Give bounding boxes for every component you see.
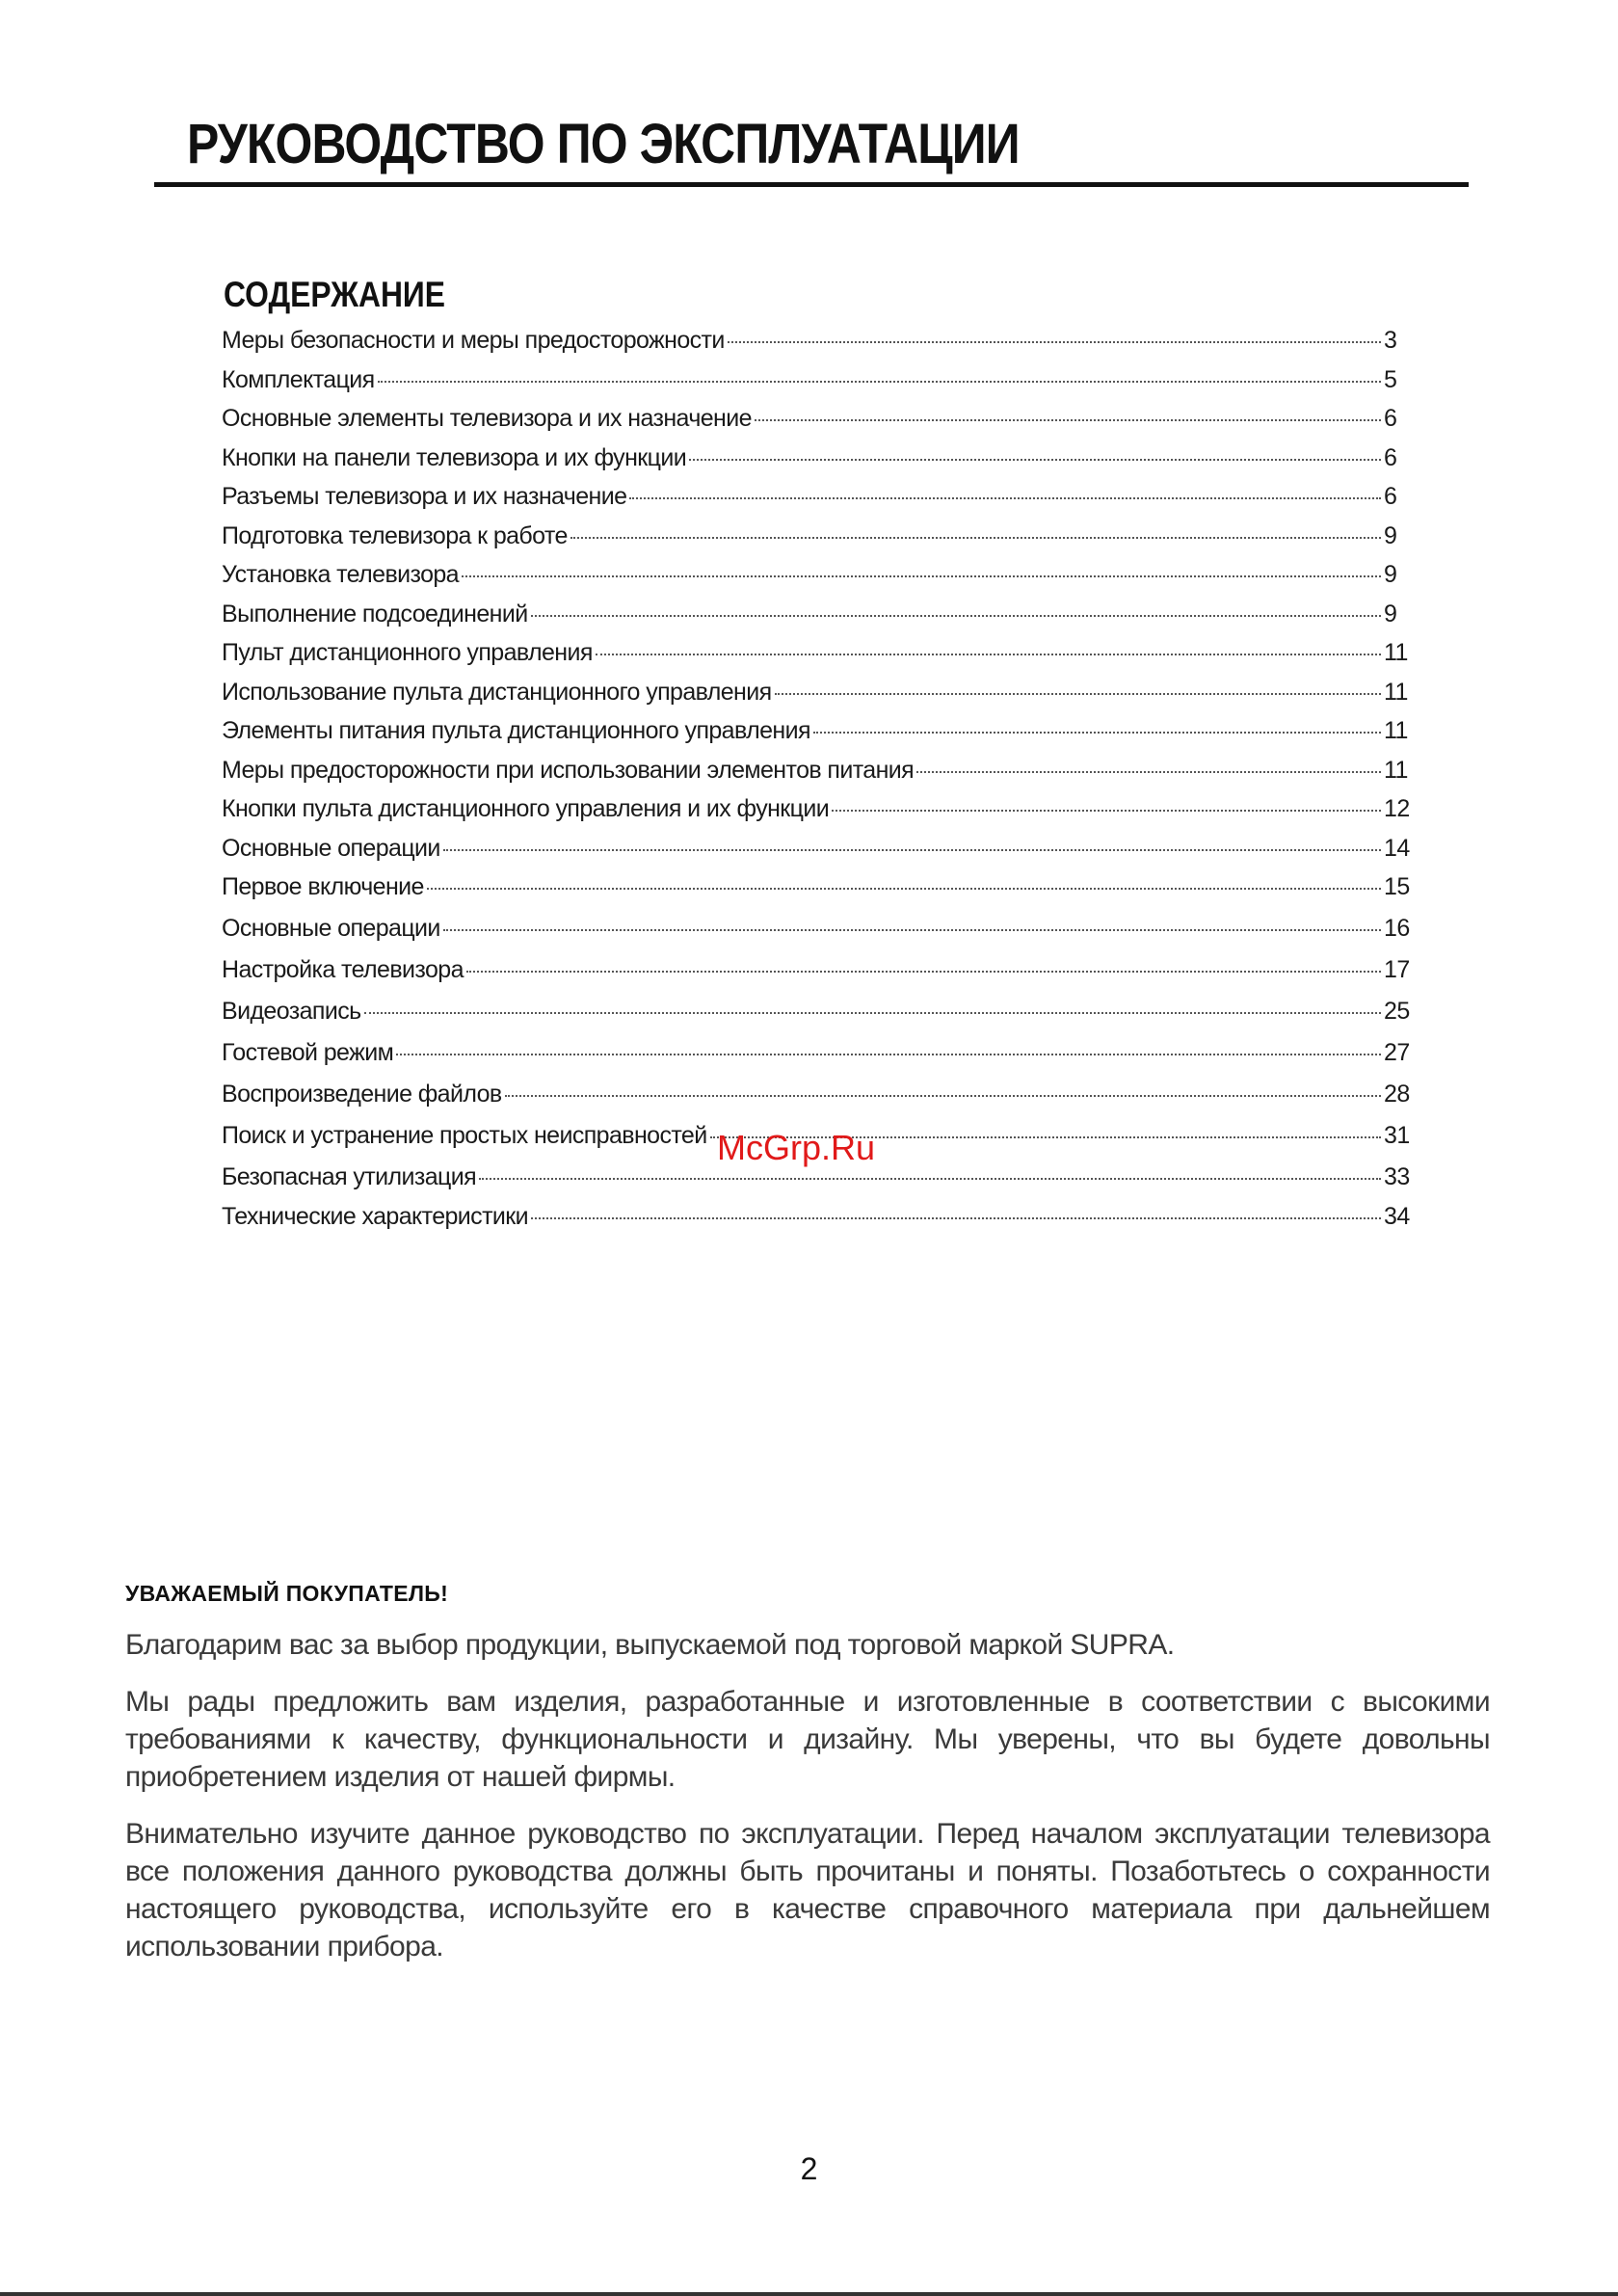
toc-item-page: 5 xyxy=(1384,365,1397,393)
toc-item[interactable] xyxy=(222,327,1413,366)
toc-item-title: Безопасная утилизация xyxy=(222,1163,477,1190)
toc-item-page: 28 xyxy=(1384,1081,1410,1108)
toc-leader-dots xyxy=(689,459,1381,461)
toc-item-title: Кнопки пульта дистанционного управления и их функции xyxy=(222,795,830,822)
page-number: 2 xyxy=(800,2151,818,2186)
watermark-text: McGrp.Ru xyxy=(717,1128,876,1167)
toc-item-title: Гостевой режим xyxy=(222,1039,394,1066)
toc-item-title: Воспроизведение файлов xyxy=(222,1081,502,1108)
greeting-paragraph: Благодарим вас за выбор продукции, выпускаемой под торговой маркой SUPRA. xyxy=(125,1629,1175,1661)
toc-item[interactable] xyxy=(222,873,1413,915)
toc-item-page: 11 xyxy=(1384,678,1408,706)
page-title: РУКОВОДСТВО ПО ЭКСПЛУАТАЦИИ xyxy=(187,113,1020,175)
toc-item-title: Меры предосторожности при использовании элементов питания xyxy=(222,756,915,784)
toc-leader-dots xyxy=(813,732,1381,734)
toc-leader-dots xyxy=(378,381,1381,383)
toc-list xyxy=(222,327,1413,1241)
toc-leader-dots xyxy=(596,654,1381,655)
toc-item-title: Основные операции xyxy=(222,834,440,862)
toc-item-page: 9 xyxy=(1384,600,1397,627)
toc-leader-dots xyxy=(531,615,1381,617)
toc-leader-dots xyxy=(364,1012,1381,1014)
bottom-divider xyxy=(0,2292,1618,2296)
toc-leader-dots xyxy=(570,537,1381,539)
greeting-heading: УВАЖАЕМЫЙ ПОКУПАТЕЛЬ! xyxy=(125,1581,449,1606)
toc-item[interactable] xyxy=(222,956,1413,998)
toc-item-title: Разъемы телевизора и их назначение xyxy=(222,483,627,510)
toc-item[interactable] xyxy=(222,561,1413,601)
toc-item-title: Первое включение xyxy=(222,873,424,900)
toc-item-title: Пульт дистанционного управления xyxy=(222,639,593,666)
toc-item-title: Кнопки на панели телевизора и их функции xyxy=(222,443,687,471)
toc-leader-dots xyxy=(728,341,1381,343)
toc-item-page: 34 xyxy=(1384,1202,1410,1230)
toc-item[interactable] xyxy=(222,483,1413,522)
toc-leader-dots xyxy=(832,810,1381,812)
greeting-paragraph: Мы рады предложить вам изделия, разработанные и изготовленные в соответствии с высокими требованиями к качеству, функциональности и дизайну. Мы уверены, что вы будете довольны приобретением изделия от нашей фирмы. xyxy=(125,1686,1490,1793)
toc-item-page: 11 xyxy=(1384,717,1408,744)
toc-leader-dots xyxy=(479,1178,1381,1180)
toc-item-page: 27 xyxy=(1384,1039,1410,1066)
toc-item-title: Настройка телевизора xyxy=(222,956,464,983)
toc-item-page: 6 xyxy=(1384,405,1397,432)
toc-item-title: Основные операции xyxy=(222,915,440,942)
toc-item[interactable] xyxy=(222,795,1413,835)
toc-leader-dots xyxy=(443,929,1381,931)
toc-item-page: 12 xyxy=(1384,795,1410,822)
toc-item-page: 9 xyxy=(1384,521,1397,549)
toc-item-title: Поиск и устранение простых неисправностей xyxy=(222,1122,707,1149)
toc-item[interactable] xyxy=(222,757,1413,796)
toc-item[interactable] xyxy=(222,835,1413,874)
toc-item[interactable] xyxy=(222,998,1413,1039)
toc-item-page: 3 xyxy=(1384,327,1397,354)
toc-item-title: Подготовка телевизора к работе xyxy=(222,521,568,549)
toc-item-title: Использование пульта дистанционного управления xyxy=(222,678,772,706)
toc-item-page: 9 xyxy=(1384,561,1397,588)
toc-leader-dots xyxy=(396,1054,1381,1055)
toc-item-page: 11 xyxy=(1384,639,1408,666)
toc-leader-dots xyxy=(629,497,1381,499)
toc-leader-dots xyxy=(531,1217,1381,1219)
toc-item[interactable] xyxy=(222,601,1413,640)
toc-item[interactable] xyxy=(222,1039,1413,1081)
toc-heading: СОДЕРЖАНИЕ xyxy=(224,275,446,314)
toc-item-page: 11 xyxy=(1384,756,1408,784)
toc-leader-dots xyxy=(462,575,1381,577)
toc-item[interactable] xyxy=(222,717,1413,757)
toc-item-page: 15 xyxy=(1384,873,1410,900)
toc-item-page: 33 xyxy=(1384,1163,1410,1190)
toc-item[interactable] xyxy=(222,679,1413,718)
toc-item[interactable] xyxy=(222,522,1413,562)
toc-item-title: Технические характеристики xyxy=(222,1202,528,1230)
toc-item-page: 16 xyxy=(1384,915,1410,942)
toc-item-page: 31 xyxy=(1384,1122,1410,1149)
toc-leader-dots xyxy=(443,849,1381,851)
toc-item-title: Видеозапись xyxy=(222,998,361,1025)
toc-leader-dots xyxy=(466,971,1381,973)
greeting-section xyxy=(125,1581,1490,1985)
toc-item[interactable] xyxy=(222,1163,1413,1203)
toc-item-title: Установка телевизора xyxy=(222,561,459,588)
toc-item[interactable] xyxy=(222,915,1413,956)
toc-item-title: Меры безопасности и меры предосторожности xyxy=(222,327,725,354)
toc-item-page: 17 xyxy=(1384,956,1410,983)
toc-item-page: 14 xyxy=(1384,834,1410,862)
toc-item[interactable] xyxy=(222,366,1413,406)
toc-item-title: Элементы питания пульта дистанционного управления xyxy=(222,717,810,744)
greeting-paragraph: Внимательно изучите данное руководство по эксплуатации. Перед началом эксплуатации телевизора все положения данного руководства должны быть прочитаны и поняты. Позаботьтесь о сохранности настоящего руководства, используйте его в качестве справочного материала при дальнейшем использовании прибора. xyxy=(125,1818,1490,1962)
toc-item[interactable] xyxy=(222,1203,1413,1242)
table-of-contents xyxy=(222,275,1413,1241)
toc-item-page: 25 xyxy=(1384,998,1410,1025)
toc-leader-dots xyxy=(916,771,1381,773)
toc-item-page: 6 xyxy=(1384,443,1397,471)
toc-leader-dots xyxy=(505,1095,1381,1097)
toc-item[interactable] xyxy=(222,444,1413,484)
toc-item-title: Выполнение подсоединений xyxy=(222,600,528,627)
toc-item[interactable] xyxy=(222,1081,1413,1122)
toc-leader-dots xyxy=(755,419,1381,421)
toc-leader-dots xyxy=(775,693,1381,695)
toc-item-page: 6 xyxy=(1384,483,1397,510)
toc-item-title: Основные элементы телевизора и их назначение xyxy=(222,405,752,432)
toc-item-title: Комплектация xyxy=(222,365,375,393)
toc-item[interactable] xyxy=(222,405,1413,444)
toc-item[interactable] xyxy=(222,639,1413,679)
toc-leader-dots xyxy=(427,888,1381,890)
page-header xyxy=(154,112,1469,187)
